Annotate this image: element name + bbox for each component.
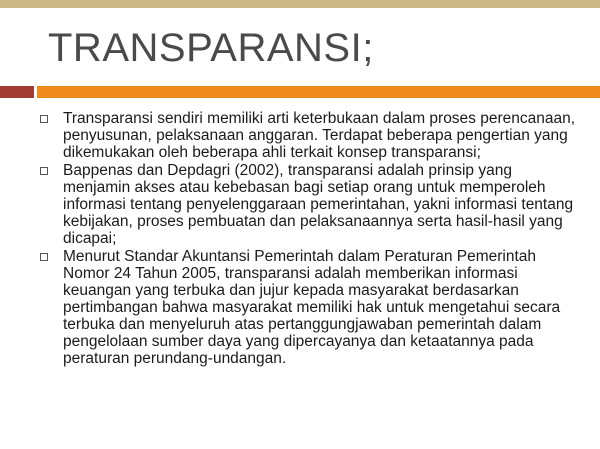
top-decorative-band [0, 0, 600, 8]
slide-title: TRANSPARANSI; [48, 26, 374, 70]
square-bullet-icon [40, 253, 48, 261]
list-item [40, 248, 580, 367]
bullet-text: Bappenas dan Depdagri (2002), transparansi adalah prinsip yang menjamin akses atau kebebasan bagi setiap orang untuk memperoleh informasi tentang penyelenggaraan pemerintahan, yakni informasi tentang kebijakan, proses pembuatan dan pelaksanaannya serta hasil-hasil yang dicapai; [63, 162, 574, 247]
list-item [40, 110, 580, 161]
square-bullet-icon [40, 167, 48, 175]
bullet-text: Transparansi sendiri memiliki arti keterbukaan dalam proses perencanaan, penyusunan, pelaksanaan anggaran. Terdapat beberapa pengertian yang dikemukakan oleh beberapa ahli terkait konsep transparansi; [63, 110, 576, 161]
square-bullet-icon [40, 115, 48, 123]
list-item [40, 162, 580, 247]
bullet-text: Menurut Standar Akuntansi Pemerintah dalam Peraturan Pemerintah Nomor 24 Tahun 2005, transparansi adalah memberikan informasi keuangan yang terbuka dan jujur kepada masyarakat berdasarkan pertimbangan bahwa masyarakat memiliki hak untuk mengetahui secara terbuka dan menyeluruh atas pertanggungjawaban pemerintah dalam pengelolaan sumber daya yang dipercayanya dan ketaatannya pada peraturan perundang-undangan. [63, 248, 561, 367]
accent-bar-red [0, 86, 34, 98]
accent-bar-orange [37, 86, 600, 98]
bullet-list [40, 110, 580, 368]
